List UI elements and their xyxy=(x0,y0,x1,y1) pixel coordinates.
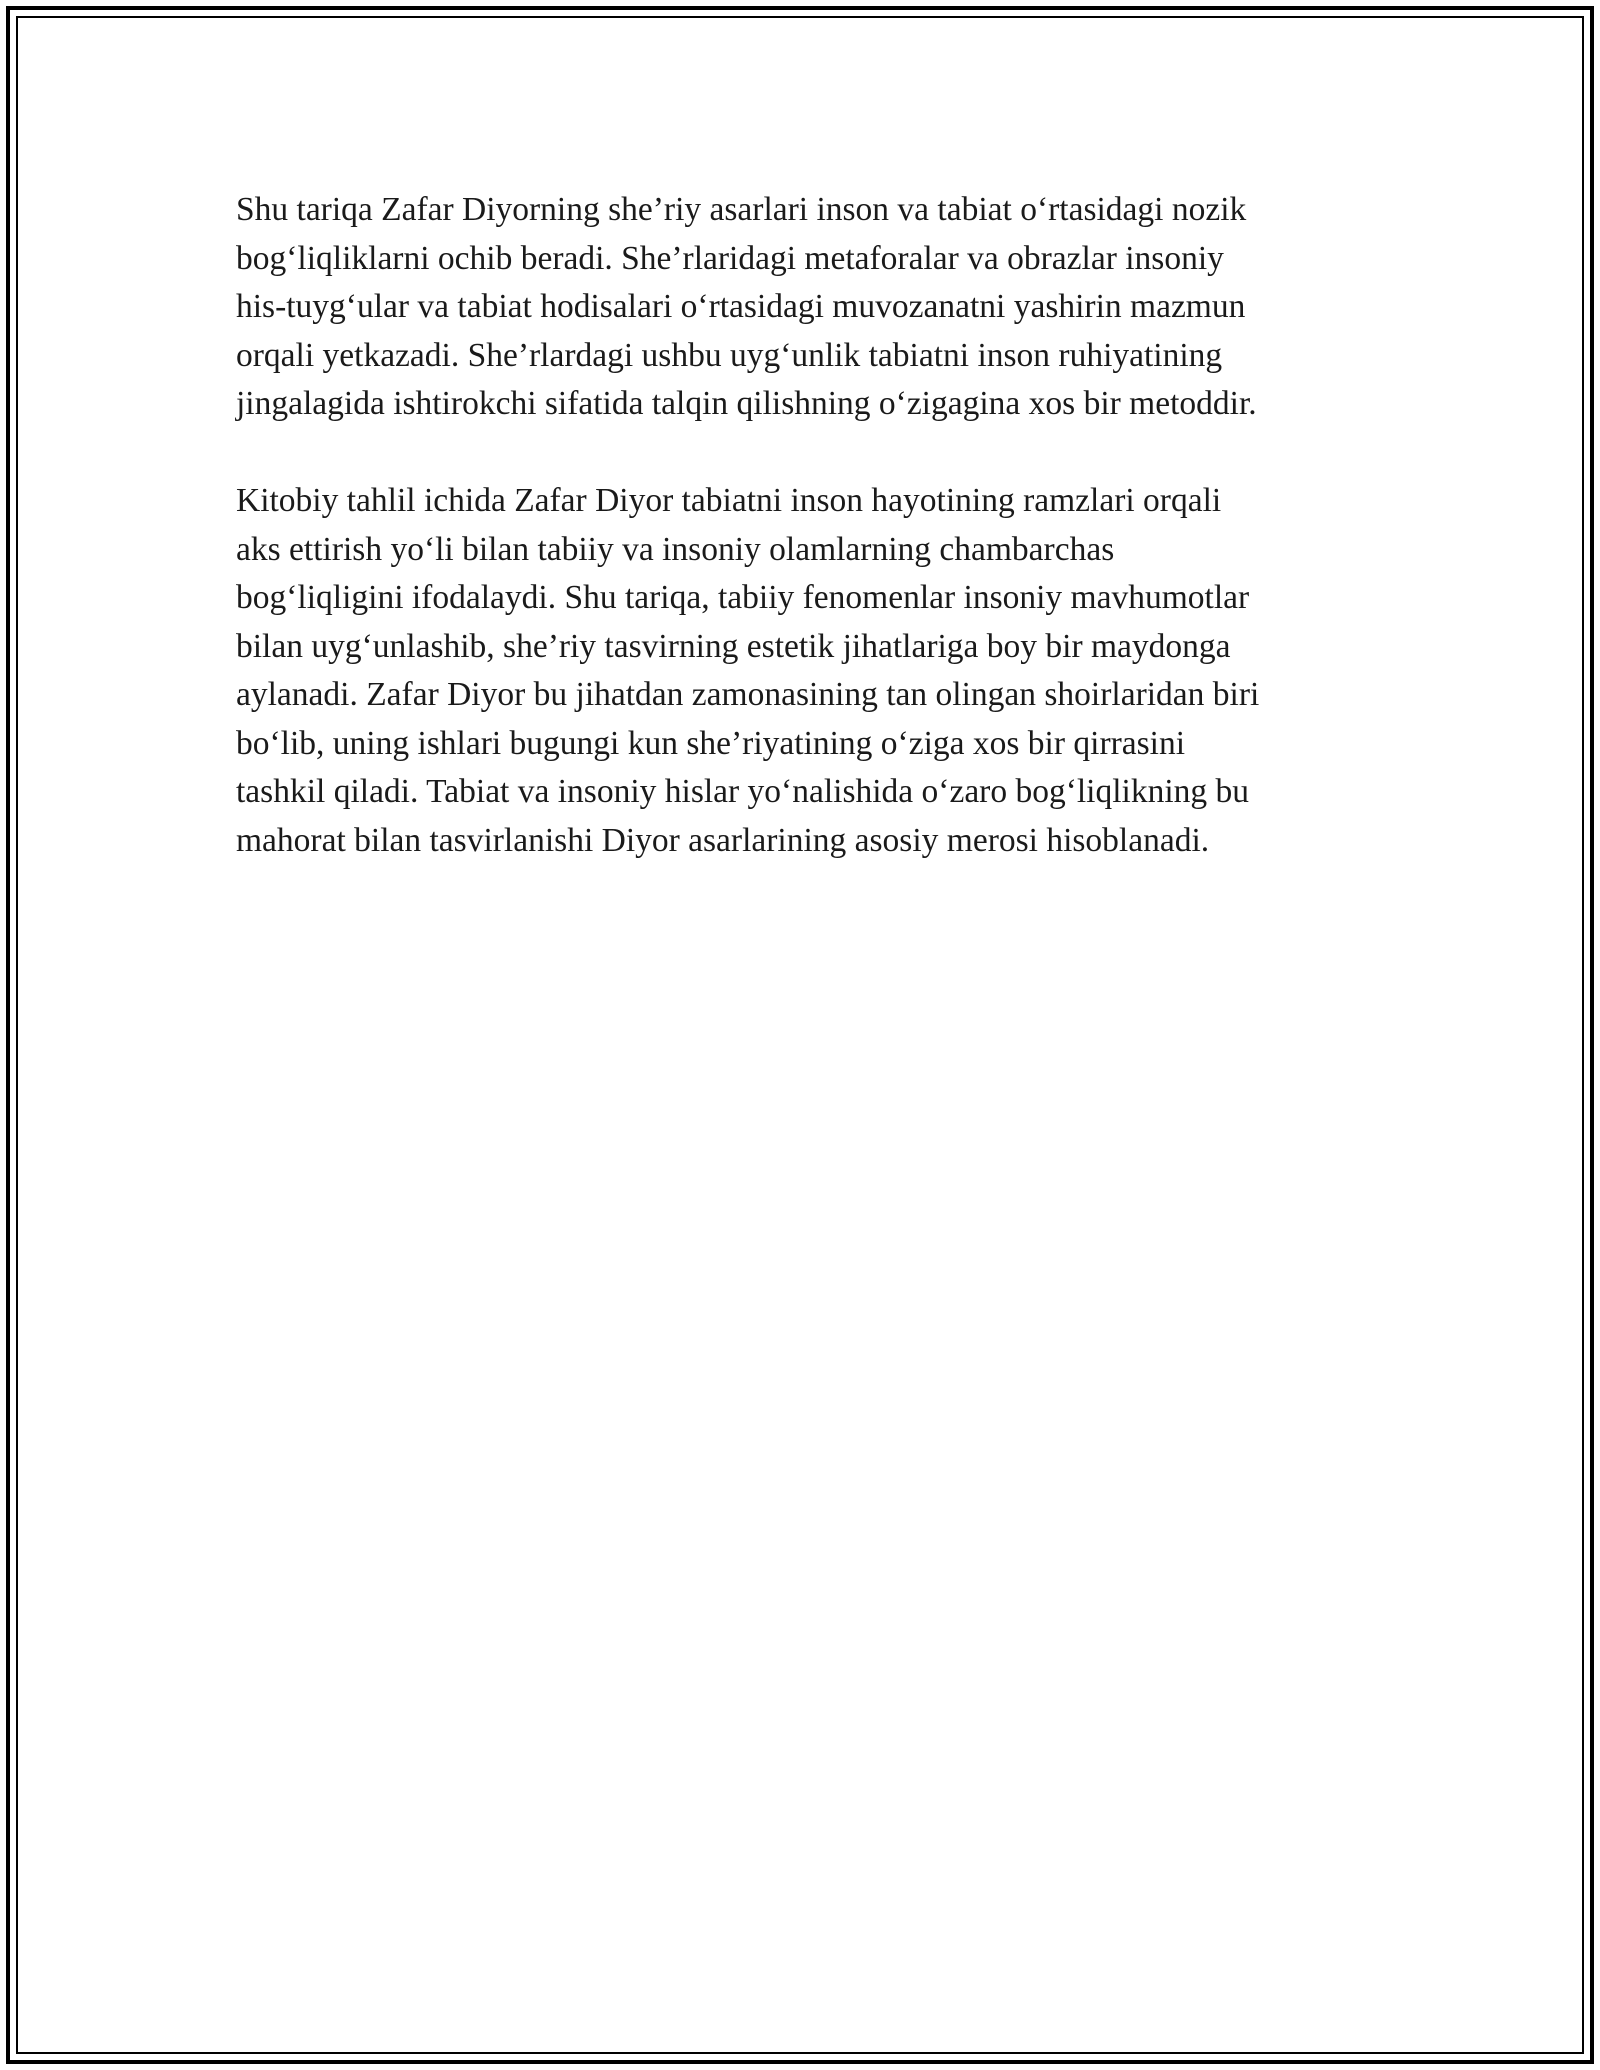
text-line: mahorat bilan tasvirlanishi Diyor asarlarining asosiy merosi hisoblanadi. xyxy=(236,821,1210,859)
text-line: bo‘lib, uning ishlari bugungi kun she’riyatining o‘ziga xos bir qirrasini xyxy=(236,724,1186,762)
text-line: aks ettirish yo‘li bilan tabiiy va insoniy olamlarning chambarchas xyxy=(236,530,1115,568)
text-line: jingalagida ishtirokchi sifatida talqin qilishning o‘zigagina xos bir metoddir. xyxy=(236,385,1257,422)
text-line: Shu tariqa Zafar Diyorning she’riy asarlari inson va tabiat o‘rtasidagi nozik xyxy=(236,191,1247,228)
paragraph-1 xyxy=(236,186,1366,429)
text-line: his-tuyg‘ular va tabiat hodisalari o‘rtasidagi muvozanatni yashirin mazmun xyxy=(236,288,1246,325)
text-line: bilan uyg‘unlashib, she’riy tasvirning estetik jihatlariga boy bir maydonga xyxy=(236,627,1231,665)
text-line: bog‘liqliklarni ochib beradi. She’rlaridagi metaforalar va obrazlar insoniy xyxy=(236,239,1224,277)
text-line: tashkil qiladi. Tabiat va insoniy hislar yo‘nalishida o‘zaro bog‘liqlikning bu xyxy=(236,773,1250,810)
text-line: bog‘liqligini ifodalaydi. Shu tariqa, tabiiy fenomenlar insoniy mavhumotlar xyxy=(236,579,1250,616)
text-line: Kitobiy tahlil ichida Zafar Diyor tabiatni inson hayotining ramzlari orqali xyxy=(236,482,1222,519)
paragraph-2 xyxy=(236,477,1366,865)
document-body xyxy=(236,186,1366,865)
text-line: aylanadi. Zafar Diyor bu jihatdan zamonasining tan olingan shoirlaridan biri xyxy=(236,676,1260,713)
text-line: orqali yetkazadi. She’rlardagi ushbu uyg‘unlik tabiatni inson ruhiyatining xyxy=(236,336,1223,374)
